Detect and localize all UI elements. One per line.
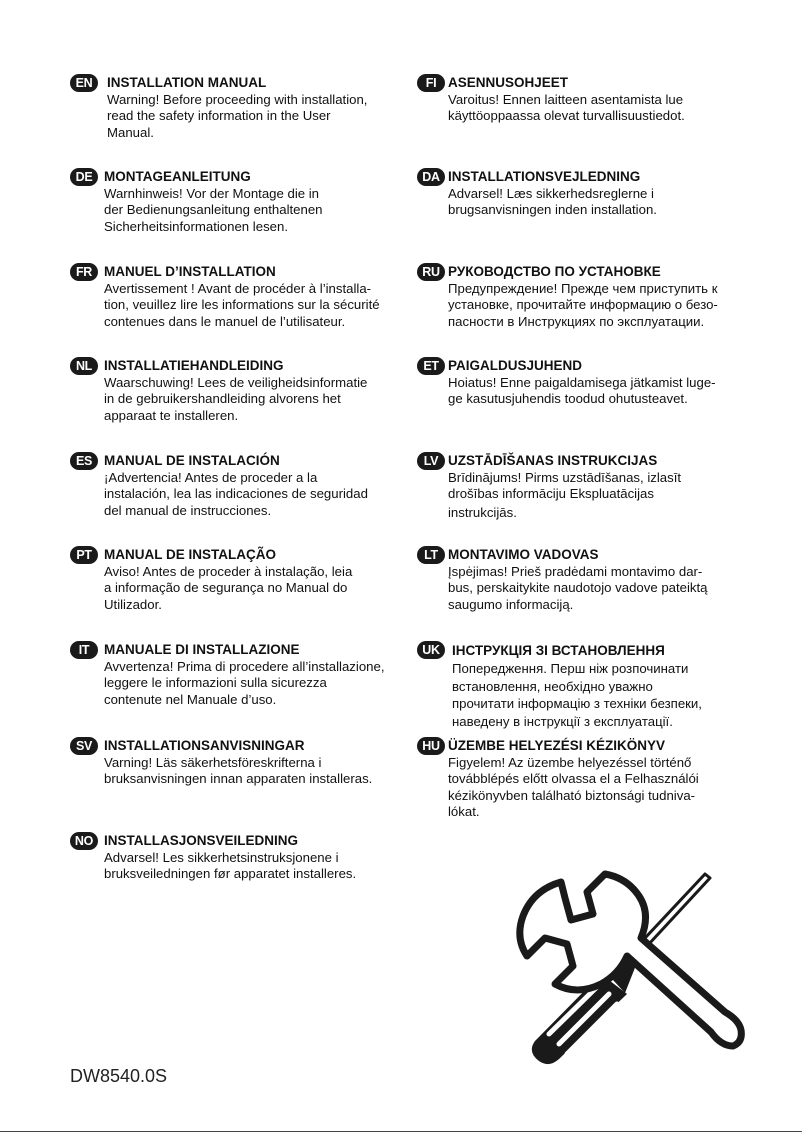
section-uk: [417, 641, 747, 729]
language-badge-nl: NL: [70, 357, 98, 375]
language-badge-de: DE: [70, 168, 98, 186]
section-sv: [70, 737, 400, 792]
section-ru: [417, 263, 747, 333]
section-title-lt: MONTAVIMO VADOVAS: [448, 547, 599, 562]
language-badge-ru: RU: [417, 263, 445, 281]
section-text-ru: Предупреждение! Прежде чем приступить к установке, прочитайте информацию о безо- пасности в Инструкциях по эксплуатации.: [448, 281, 718, 329]
section-de: [70, 168, 400, 238]
language-badge-es: ES: [70, 452, 98, 470]
section-title-hu: ÜZEMBE HELYEZÉSI KÉZIKÖNYV: [448, 738, 666, 753]
section-text-lv: Brīdinājums! Pirms uzstādīšanas, izlasīt drošības informāciju Ekspluatācijas instrukcijās.: [448, 470, 682, 520]
section-title-ru: РУКОВОДСТВО ПО УСТАНОВКЕ: [448, 264, 661, 279]
section-pt: [70, 546, 400, 616]
section-title-uk: ІНСТРУКЦІЯ ЗІ ВСТАНОВЛЕННЯ: [452, 643, 665, 658]
language-badge-it: IT: [70, 641, 98, 659]
section-text-da: Advarsel! Læs sikkerhedsreglerne i brugsanvisningen inden installation.: [448, 186, 657, 218]
section-text-es: ¡Advertencia! Antes de proceder a la instalación, lea las indicaciones de seguridad del manual de instrucciones.: [104, 470, 368, 518]
section-title-en: INSTALLATION MANUAL: [107, 75, 267, 90]
language-badge-sv: SV: [70, 737, 98, 755]
language-badge-et: ET: [417, 357, 445, 375]
language-badge-en: EN: [70, 74, 98, 92]
section-title-pt: MANUAL DE INSTALAÇÃO: [104, 547, 276, 562]
section-title-fr: MANUEL D’INSTALLATION: [104, 264, 276, 279]
language-badge-fi: FI: [417, 74, 445, 92]
language-badge-no: NO: [70, 832, 98, 850]
section-text-de: Warnhinweis! Vor der Montage die in der Bedienungsanleitung enthaltenen Sicherheitsinformationen lesen.: [104, 186, 323, 234]
section-et: [417, 357, 747, 412]
section-title-it: MANUALE DI INSTALLAZIONE: [104, 642, 300, 657]
section-text-fr: Avertissement ! Avant de procéder à l’installa- tion, veuillez lire les informations sur la sécurité contenues dans le manuel de l’utilisateur.: [104, 281, 380, 329]
section-text-lt: Įspėjimas! Prieš pradėdami montavimo dar- bus, perskaitykite naudotojo vadove pateiktą saugumo informaciją.: [448, 564, 708, 612]
section-text-uk: Попередження. Перш ніж розпочинати встановлення, необхідно уважно прочитати інформацію з техніки безпеки, наведену в інструкції з експлуатації.: [452, 661, 702, 729]
section-text-it: Avvertenza! Prima di procedere all’installazione, leggere le informazioni sulla sicurezza contenute nel Manuale d’uso.: [104, 659, 385, 707]
section-text-nl: Waarschuwing! Lees de veiligheidsinformatie in de gebruikershandleiding alvorens het apparaat te installeren.: [104, 375, 368, 423]
wrench-and-screwdriver-icon: [505, 856, 745, 1076]
section-text-et: Hoiatus! Enne paigaldamisega jätkamist luge- ge kasutusjuhendis toodud ohutusteavet.: [448, 375, 716, 407]
section-title-sv: INSTALLATIONSANVISNINGAR: [104, 738, 305, 753]
section-text-fi: Varoitus! Ennen laitteen asentamista lue käyttöoppaassa olevat turvallisuustiedot.: [448, 92, 685, 124]
section-title-es: MANUAL DE INSTALACIÓN: [104, 453, 280, 468]
bottom-divider: [0, 1131, 802, 1132]
section-da: [417, 168, 747, 223]
language-badge-hu: HU: [417, 737, 445, 755]
section-title-da: INSTALLATIONSVEJLEDNING: [448, 169, 641, 184]
section-lt: [417, 546, 747, 616]
section-text-pt: Aviso! Antes de proceder à instalação, leia a informação de segurança no Manual do Utilizador.: [104, 564, 353, 612]
section-nl: [70, 357, 400, 427]
language-badge-da: DA: [417, 168, 445, 186]
language-badge-fr: FR: [70, 263, 98, 281]
section-title-nl: INSTALLATIEHANDLEIDING: [104, 358, 284, 373]
language-badge-lv: LV: [417, 452, 445, 470]
section-text-en: Warning! Before proceeding with installation, read the safety information in the User Manual.: [107, 92, 368, 140]
section-it: [70, 641, 400, 711]
section-text-sv: Varning! Läs säkerhetsföreskrifterna i bruksanvisningen innan apparaten installeras.: [104, 755, 373, 787]
section-text-hu: Figyelem! Az üzembe helyezéssel történő továbblépés előtt olvassa el a Felhasználói kézikönyvben található biztonsági tudniva- lókat.: [448, 755, 699, 820]
section-en: [70, 74, 400, 144]
language-badge-lt: LT: [417, 546, 445, 564]
section-lv: [417, 452, 747, 522]
section-title-lv: UZSTĀDĪŠANAS INSTRUKCIJAS: [448, 453, 658, 468]
section-fr: [70, 263, 400, 333]
language-badge-pt: PT: [70, 546, 98, 564]
section-hu: [417, 737, 747, 822]
section-title-de: MONTAGEANLEITUNG: [104, 169, 251, 184]
section-text-no: Advarsel! Les sikkerhetsinstruksjonene i bruksveiledningen før apparatet installeres.: [104, 850, 357, 882]
section-es: [70, 452, 400, 522]
section-title-fi: ASENNUSOHJEET: [448, 75, 569, 90]
model-number: DW8540.0S: [70, 1066, 168, 1086]
section-no: [70, 832, 400, 887]
section-title-et: PAIGALDUSJUHEND: [448, 358, 583, 373]
section-fi: [417, 74, 747, 129]
language-badge-uk: UK: [417, 641, 445, 659]
section-title-no: INSTALLASJONSVEILEDNING: [104, 833, 299, 848]
